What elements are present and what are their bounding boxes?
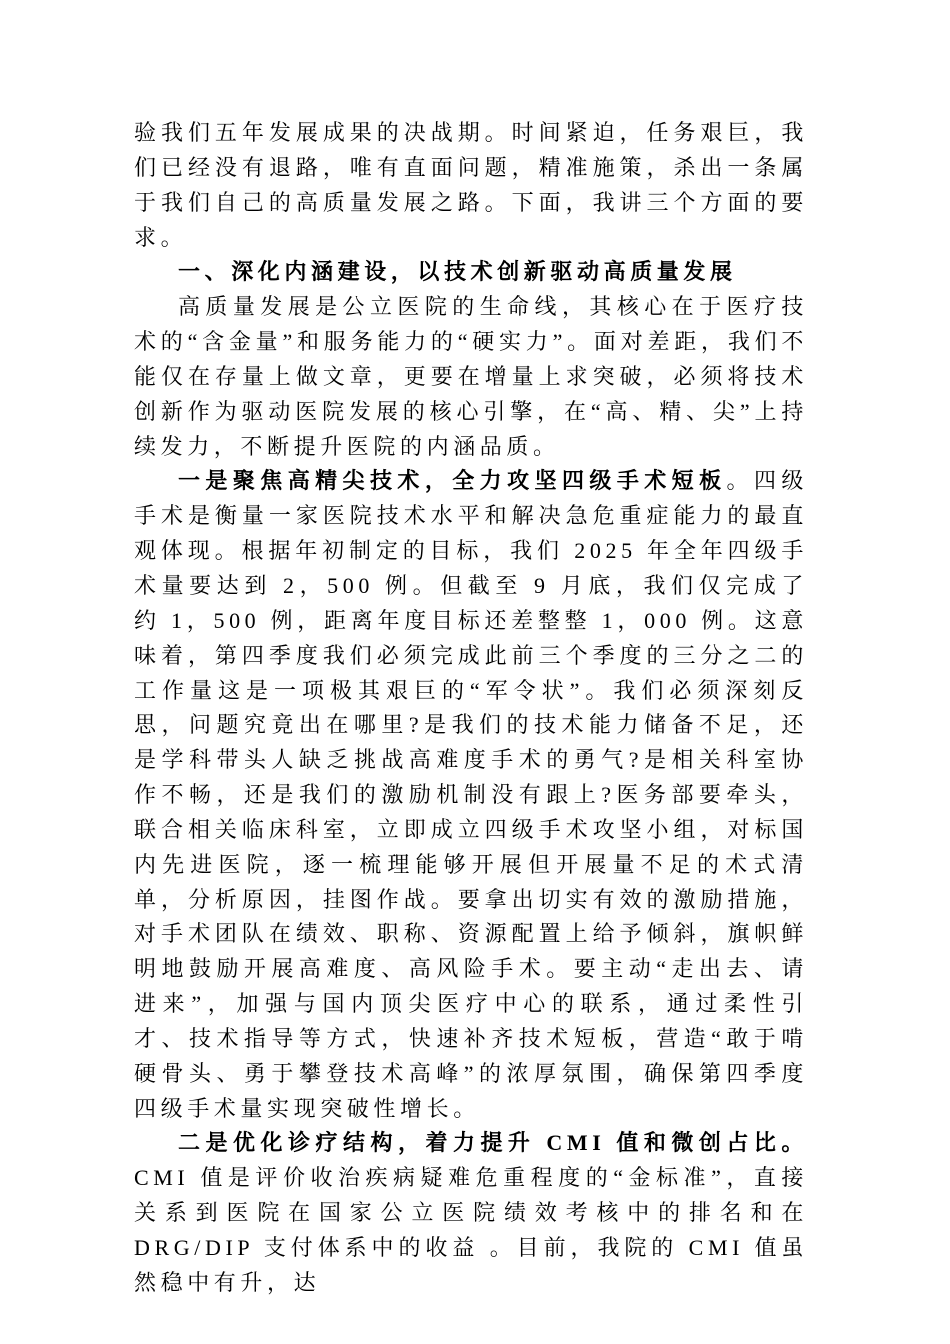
section-heading-1 bbox=[134, 255, 808, 290]
text-run: CMI 值是评价收治疾病疑难危重程度的“金标准”，直接关系到医院在国家公立医院绩效考核中的排名和在 DRG/DIP 支付体系中的收益 。目前，我院的 CMI 值虽然稳中有升，达 bbox=[134, 1165, 808, 1295]
bold-text-run: 一、深化内涵建设，以技术创新驱动高质量发展 bbox=[178, 259, 737, 285]
paragraph-point-1 bbox=[134, 464, 808, 1126]
paragraph-continuation bbox=[134, 116, 808, 255]
text-run: 验我们五年发展成果的决战期。时间紧迫，任务艰巨，我们已经没有退路，唯有直面问题，精准施策，杀出一条属于我们自己的高质量发展之路。下面，我讲三个方面的要求。 bbox=[134, 120, 808, 250]
bold-text-run: 二是优化诊疗结构，着力提升 CMI 值和微创占比。 bbox=[178, 1130, 808, 1156]
bold-text-run: 一是聚焦高精尖技术，全力攻坚四级手术短板 bbox=[178, 468, 727, 494]
text-run: 高质量发展是公立医院的生命线，其核心在于医疗技术的“含金量”和服务能力的“硬实力”。面对差距，我们不能仅在存量上做文章，更要在增量上求突破，必须将技术创新作为驱动医院发展的核心引擎，在“高、精、尖”上持续发力，不断提升医院的内涵品质。 bbox=[134, 294, 808, 459]
paragraph-section-intro bbox=[134, 290, 808, 464]
text-run: 。四级手术是衡量一家医院技术水平和解决急危重症能力的最直观体现。根据年初制定的目标，我们 2025 年全年四级手术量要达到 2，500 例。但截至 9 月底，我们仅完成了约 1，500 例，距离年度目标还差整整 1，000 例。这意味着，第四季度我们必须完成此前三个季度的三分之二的工作量这是一项极其艰巨的“军令状”。我们必须深刻反思，问题究竟出在哪里?是我们的技术能力储备不足，还是学科带头人缺乏挑战高难度手术的勇气?是相关科室协作不畅，还是我们的激励机制没有跟上?医务部要牵头，联合相关临床科室，立即成立四级手术攻坚小组，对标国内先进医院，逐一梳理能够开展但开展量不足的术式清单，分析原因，挂图作战。要拿出切实有效的激励措施，对手术团队在绩效、职称、资源配置上给予倾斜，旗帜鲜明地鼓励开展高难度、高风险手术。要主动“走出去、请进来”，加强与国内顶尖医疗中心的联系，通过柔性引才、技术指导等方式，快速补齐技术短板，营造“敢于啃硬骨头、勇于攀登技术高峰”的浓厚氛围，确保第四季度四级手术量实现突破性增长。 bbox=[134, 468, 808, 1121]
paragraph-point-2 bbox=[134, 1126, 808, 1300]
document-text-block bbox=[134, 116, 808, 1301]
